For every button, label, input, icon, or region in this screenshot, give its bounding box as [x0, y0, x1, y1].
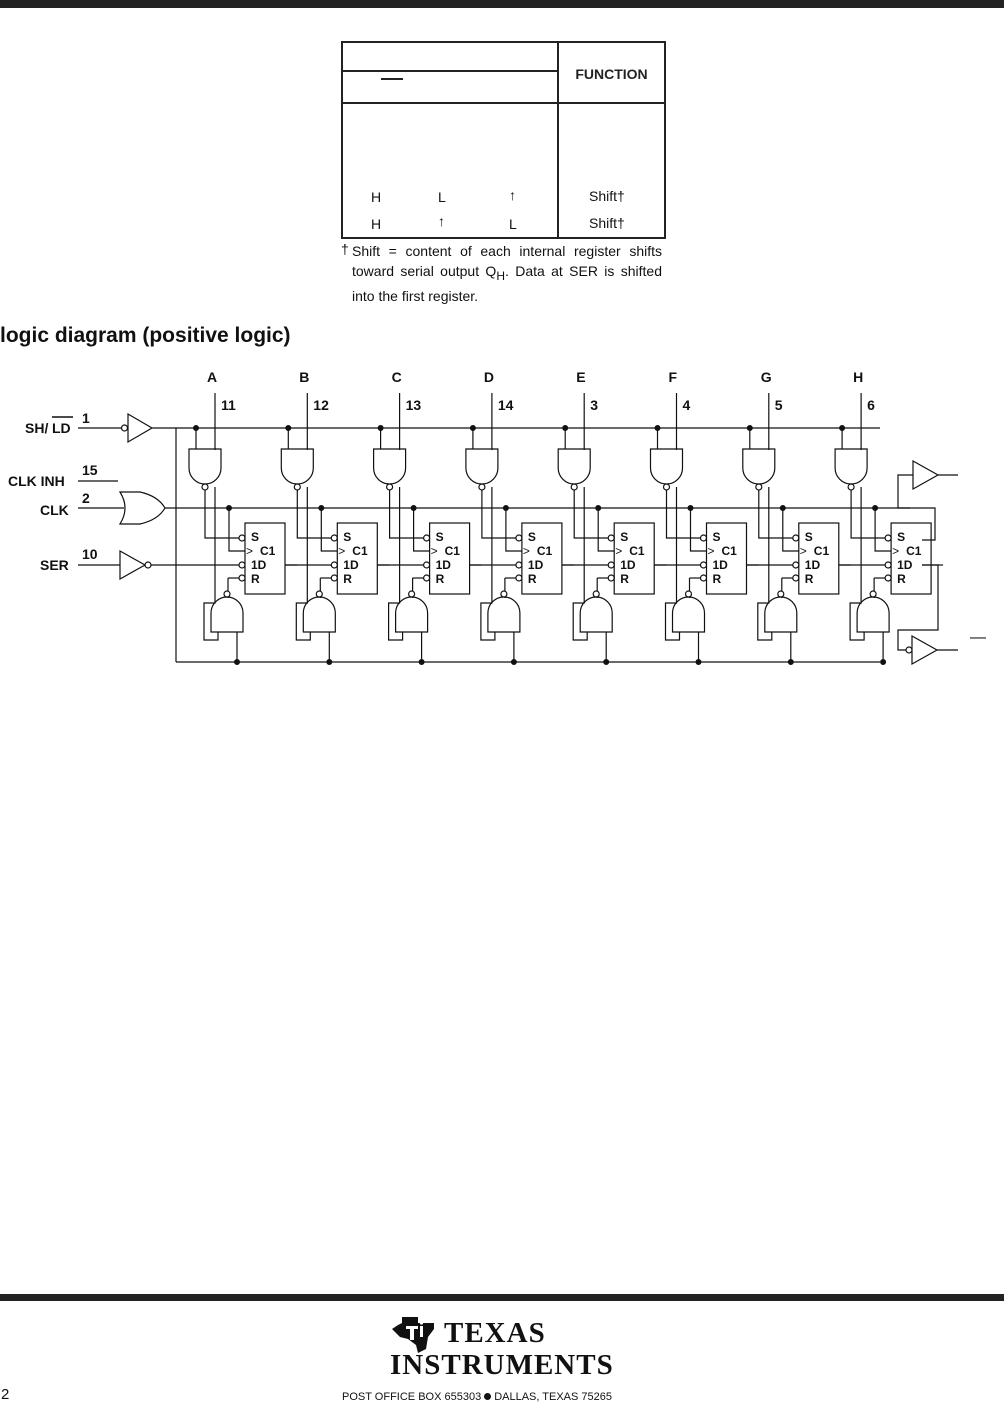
ff-clock-label: C1 [536, 544, 553, 558]
table-divider-body [343, 102, 664, 104]
register-stage [466, 393, 574, 664]
ff-clock-label: C1 [721, 544, 737, 558]
ff-reset-label: R [251, 572, 260, 586]
ff-data-label: 1D [620, 558, 636, 572]
clear-nand-gate [488, 597, 520, 632]
ff-clock-label: C1 [444, 544, 460, 558]
ff-clock-marker: > [338, 544, 346, 558]
footnote-text-before: Shift = content of each internal register shifts toward serial output Q [352, 243, 662, 279]
ff-data-label: 1D [251, 558, 267, 572]
register-stage [281, 393, 389, 664]
ff-clock-marker: > [522, 544, 530, 558]
ff-data-label: 1D [435, 558, 451, 572]
ff-clock-marker: > [615, 544, 623, 558]
row1-clk-inh: L [438, 189, 446, 205]
register-stage [743, 393, 851, 664]
function-column-header: FUNCTION [575, 66, 648, 82]
footnote-dagger: † [341, 241, 349, 257]
ff-clock-label: C1 [629, 544, 645, 558]
bottom-rule [0, 1294, 1004, 1301]
shld-label-bar: LD [52, 420, 71, 436]
ff-set-label: S [804, 530, 813, 544]
ff-reset-label: R [620, 572, 629, 586]
shld-label-main: SH/ [25, 420, 49, 436]
register-stage [651, 393, 759, 664]
row2-function: Shift† [589, 215, 625, 231]
logo-texas: TEXAS [444, 1317, 546, 1349]
data-input-label: A [207, 369, 218, 385]
output-buffer-qh [898, 461, 958, 540]
data-input-label: H [853, 369, 864, 385]
data-input-pin: 14 [497, 397, 514, 413]
ff-set-label: S [343, 530, 352, 544]
ff-data-label: 1D [343, 558, 359, 572]
shld-pin: 1 [82, 410, 90, 426]
ff-reset-label: R [804, 572, 814, 586]
qh-bar-mark: — [970, 629, 986, 646]
clear-nand-gate [396, 597, 428, 632]
ff-data-label: 1D [712, 558, 728, 572]
ff-clock-label: C1 [906, 544, 922, 558]
clkinh-label: CLK INH [8, 473, 65, 489]
ff-clock-marker: > [430, 544, 438, 558]
register-stage [558, 393, 666, 664]
preset-nand-gate [743, 449, 775, 484]
ser-pin: 10 [82, 546, 98, 562]
table-divider-vertical [557, 43, 559, 237]
data-input-label: F [668, 369, 678, 385]
ff-clock-label: C1 [260, 544, 276, 558]
ff-data-label: 1D [804, 558, 821, 572]
ff-clock-marker: > [246, 544, 254, 558]
row2-sh-ld: H [371, 216, 382, 232]
clk-pin: 2 [82, 490, 90, 506]
footnote-text-after: . Data at SER is shifted into the first register. [352, 263, 662, 304]
register-stage [189, 393, 297, 664]
preset-nand-gate [835, 449, 867, 484]
ff-clock-marker: > [892, 544, 900, 558]
data-input-label: E [576, 369, 586, 385]
ff-clock-label: C1 [813, 544, 830, 558]
data-input-pin: 13 [405, 397, 422, 413]
data-input-pin: 6 [867, 397, 875, 413]
register-stage [374, 393, 482, 664]
data-input-pin: 4 [682, 397, 691, 413]
data-input-label: D [483, 369, 495, 385]
function-table [341, 41, 666, 239]
page-number: 2 [1, 1386, 10, 1403]
data-input-label: G [760, 369, 772, 385]
address-city: DALLAS, TEXAS 75265 [494, 1391, 613, 1403]
preset-nand-gate [374, 449, 406, 484]
bullet-dot [484, 1393, 491, 1400]
ff-reset-label: R [435, 572, 445, 586]
ff-clock-label: C1 [352, 544, 368, 558]
clear-nand-gate [857, 597, 889, 632]
logo-instruments: INSTRUMENTS [390, 1349, 614, 1381]
ff-reset-label: R [343, 572, 352, 586]
row2-clk-inh: ↑ [438, 213, 445, 229]
top-rule [0, 0, 1004, 8]
footnote [341, 241, 662, 306]
ff-reset-label: R [712, 572, 722, 586]
data-input-label: C [391, 369, 402, 385]
table-divider-header [343, 70, 557, 72]
ff-set-label: S [251, 530, 260, 544]
ff-set-label: S [620, 530, 629, 544]
footnote-subscript: H [496, 268, 505, 283]
ff-set-label: S [527, 530, 536, 544]
row1-clk: ↑ [509, 187, 516, 203]
row1-sh-ld: H [371, 189, 382, 205]
logic-diagram [0, 360, 1004, 680]
row2-clk: L [509, 216, 517, 232]
clear-nand-gate [211, 597, 243, 632]
data-input-pin: 5 [774, 397, 783, 413]
clear-nand-gate [673, 597, 705, 632]
data-input-label: B [299, 369, 310, 385]
ff-data-label: 1D [897, 558, 913, 572]
ser-label: SER [40, 557, 69, 573]
ff-set-label: S [712, 530, 721, 544]
ff-reset-label: R [897, 572, 906, 586]
register-stage [835, 393, 943, 664]
ff-set-label: S [435, 530, 444, 544]
preset-nand-gate [189, 449, 221, 484]
ti-logo [388, 1315, 614, 1387]
data-input-pin: 12 [313, 397, 329, 413]
output-buffer-qh-bar [898, 565, 958, 664]
data-input-pin: 11 [221, 397, 236, 413]
data-input-pin: 3 [590, 397, 598, 413]
address-po-box: POST OFFICE BOX 655303 [342, 1391, 482, 1403]
ld-overbar [381, 78, 403, 80]
preset-nand-gate [466, 449, 498, 484]
clear-nand-gate [765, 597, 797, 632]
ff-clock-marker: > [799, 544, 807, 558]
ff-set-label: S [897, 530, 906, 544]
clkinh-pin: 15 [82, 462, 98, 478]
clear-nand-gate [303, 597, 335, 632]
clear-nand-gate [580, 597, 612, 632]
clk-label: CLK [40, 502, 69, 518]
section-title: logic diagram (positive logic) [0, 324, 291, 347]
ff-clock-marker: > [707, 544, 715, 558]
footer-address [342, 1391, 612, 1403]
ff-reset-label: R [527, 572, 537, 586]
preset-nand-gate [281, 449, 313, 484]
ff-data-label: 1D [527, 558, 544, 572]
preset-nand-gate [651, 449, 683, 484]
ser-buffer [78, 551, 243, 579]
row1-function: Shift† [589, 188, 625, 204]
preset-nand-gate [558, 449, 590, 484]
